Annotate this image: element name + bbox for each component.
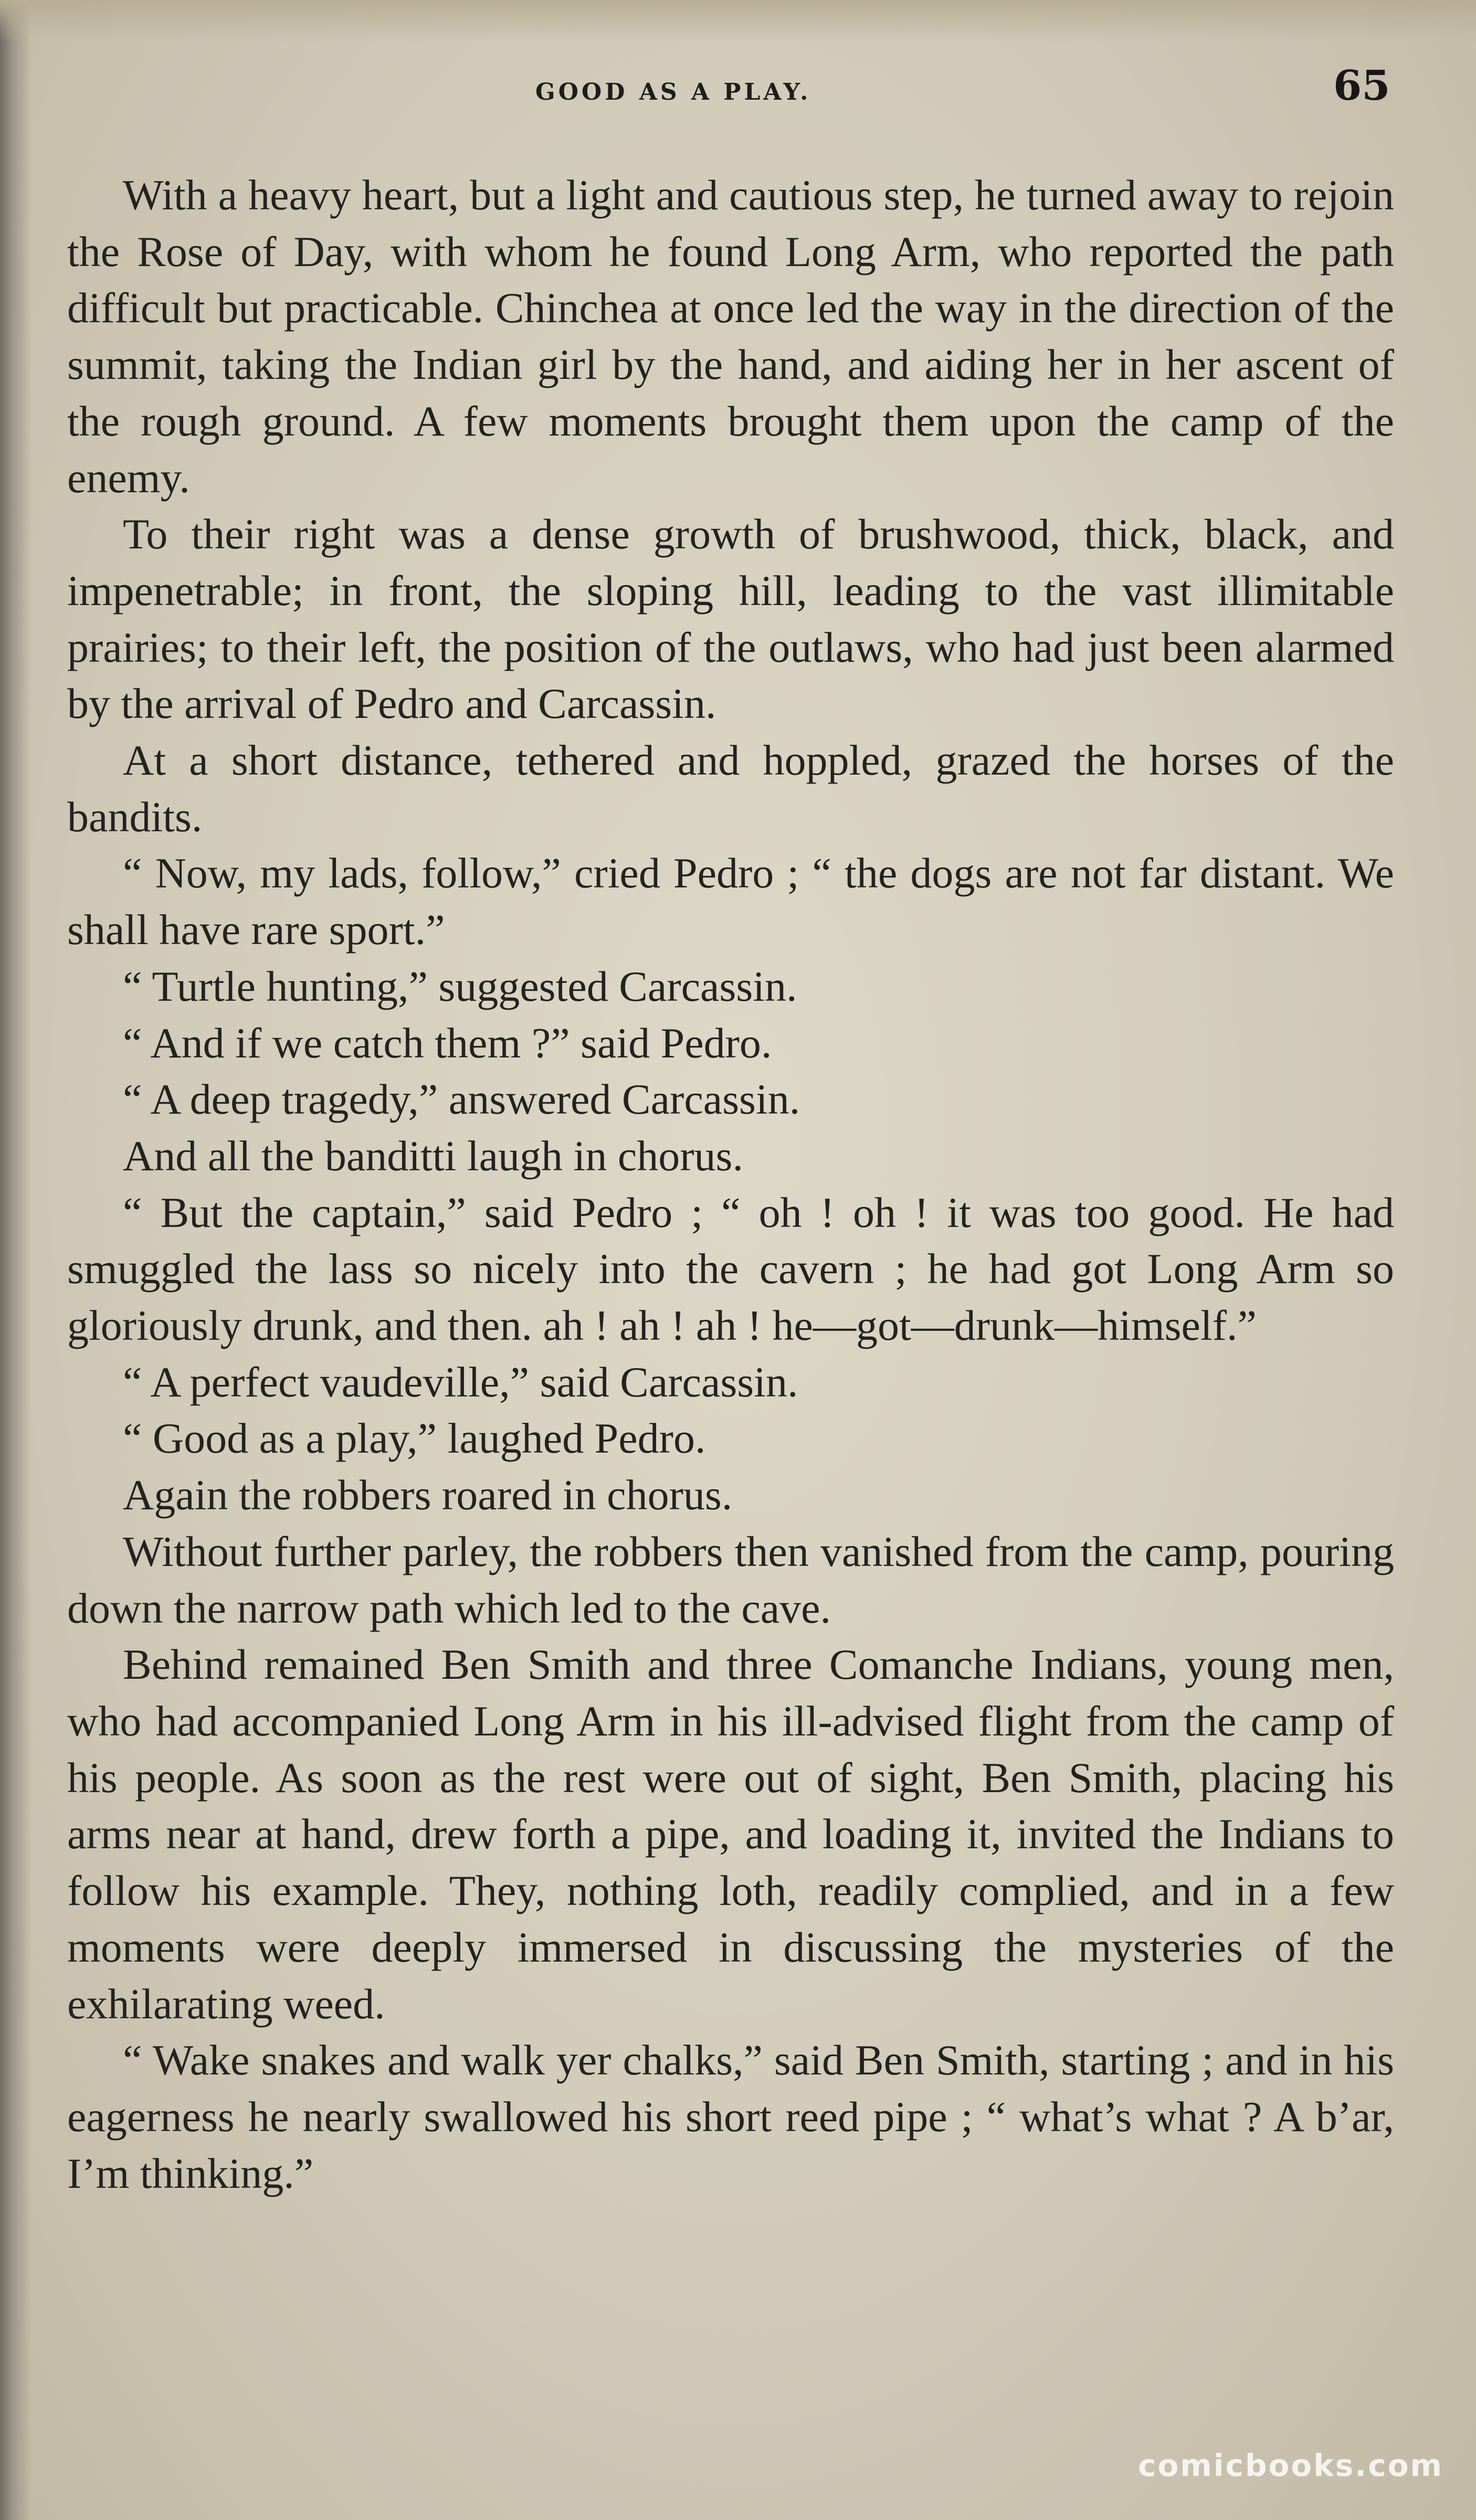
top-edge-shade (0, 0, 1476, 42)
paragraph: Without further parley, the robbers then vanished from the camp, pouring down the narrow path which led to the cave. (67, 1527, 1394, 1632)
paragraph: “ A perfect vaudeville,” said Carcassin. (123, 1358, 798, 1406)
running-title: GOOD AS A PLAY. (535, 79, 811, 105)
page-number: 65 (1333, 62, 1390, 110)
body-text (67, 167, 1394, 2201)
paragraph: Behind remained Ben Smith and three Comanche Indians, young men, who had accompanied Long Arm in his ill-advised flight from the camp of his people. As soon as the rest were out of sight, Ben Smith, placing his arms near at hand, drew forth a pipe, and loading it, invited the Indians to follow his example. They, nothing loth, readily complied, and in a few moments were deeply immersed in discussing the mysteries of the exhilarating weed. (67, 1640, 1394, 2028)
paragraph: “ Now, my lads, follow,” cried Pedro ; “ the dogs are not far distant. We shall have rare sport.” (67, 849, 1394, 954)
watermark: comicbooks.com (1138, 2448, 1443, 2483)
paragraph: To their right was a dense growth of brushwood, thick, black, and impenetrable; in front, the sloping hill, leading to the vast illimitable prairies; to their left, the position of the outlaws, who had just been alarmed by the arrival of Pedro and Carcassin. (67, 510, 1394, 728)
gutter-shadow (0, 0, 31, 2520)
paragraph: “ And if we catch them ?” said Pedro. (123, 1019, 772, 1067)
paragraph: “ Good as a play,” laughed Pedro. (123, 1414, 706, 1463)
paragraph: “ Turtle hunting,” suggested Carcassin. (123, 962, 797, 1010)
paragraph: “ Wake snakes and walk yer chalks,” said Ben Smith, starting ; and in his eagerness he nearly swallowed his short reed pipe ; “ what’s what ? A b’ar, I’m thinking.” (67, 2036, 1394, 2197)
paragraph: “ But the captain,” said Pedro ; “ oh ! oh ! it was too good. He had smuggled the lass so nicely into the cavern ; he had got Long Arm so gloriously drunk, and then. ah ! ah ! ah ! he—got—drunk—himself.” (67, 1188, 1394, 1350)
paragraph: And all the banditti laugh in chorus. (123, 1131, 743, 1180)
paragraph: “ A deep tragedy,” answered Carcassin. (123, 1075, 800, 1124)
paragraph: With a heavy heart, but a light and cautious step, he turned away to rejoin the Rose of Day, with whom he found Long Arm, who reported the path difficult but practicable. Chinchea at once led the way in the direction of the summit, taking the Indian girl by the hand, and aiding her in her ascent of the rough ground. A few moments brought them upon the camp of the enemy. (67, 171, 1394, 502)
paragraph: Again the robbers roared in chorus. (123, 1471, 733, 1519)
paragraph: At a short distance, tethered and hoppled, grazed the horses of the bandits. (67, 736, 1394, 841)
